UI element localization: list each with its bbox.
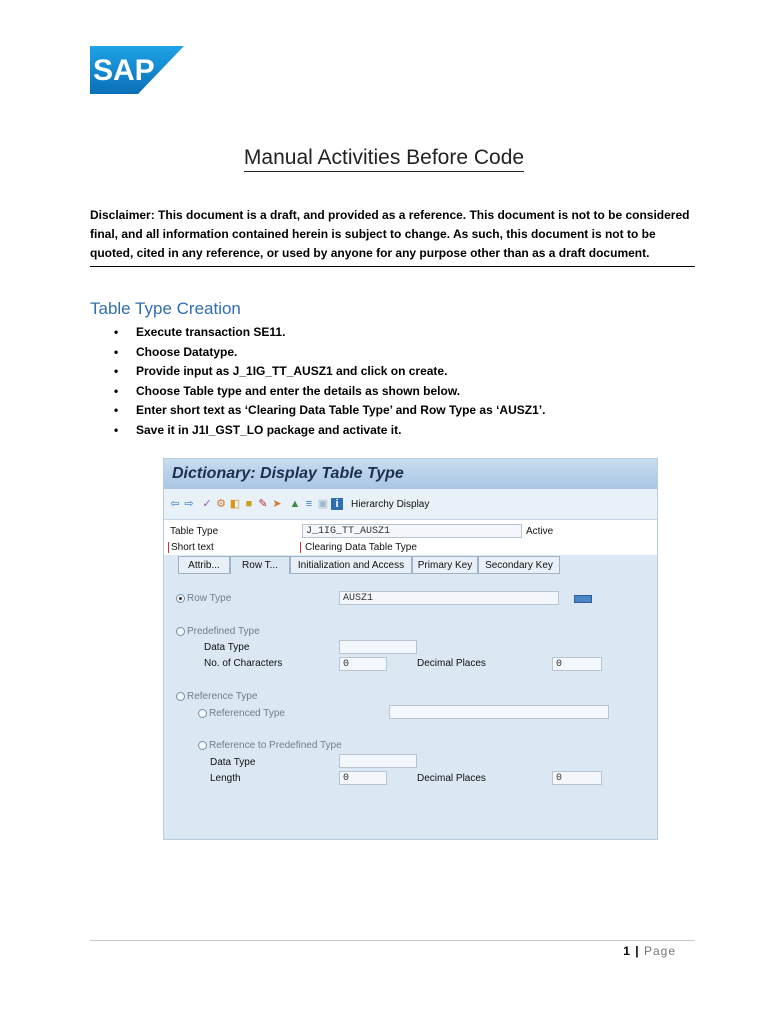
ref-predefined-radio[interactable] <box>198 741 207 750</box>
sap-tab-strip <box>164 555 657 575</box>
referenced-type-radio[interactable] <box>198 709 207 718</box>
sap-toolbar <box>164 489 657 520</box>
forward-icon[interactable]: ⇨ <box>184 498 194 510</box>
tab-attributes[interactable]: Attrib... <box>178 556 230 574</box>
list-item: • Choose Table type and enter the details as shown below. <box>114 382 545 402</box>
section-heading: Table Type Creation <box>90 299 241 318</box>
decimal-places2-label: Decimal Places <box>417 773 486 784</box>
num-chars-field[interactable]: 0 <box>339 657 387 671</box>
reference-type-radio[interactable] <box>176 692 185 701</box>
length-label: Length <box>210 773 241 784</box>
step-list <box>114 323 545 440</box>
activate-icon[interactable]: ✎ <box>258 498 268 510</box>
hierarchy-display-button[interactable]: Hierarchy Display <box>351 498 430 510</box>
sap-logo <box>90 46 184 94</box>
tab-row-type[interactable]: Row T... <box>230 556 290 574</box>
decimal-places-label: Decimal Places <box>417 658 486 669</box>
where-used-icon[interactable]: ➤ <box>272 498 282 510</box>
num-chars-label: No. of Characters <box>204 658 283 669</box>
list-item: • Execute transaction SE11. <box>114 323 545 343</box>
row-type-panel <box>164 577 657 839</box>
data-type2-label: Data Type <box>210 757 256 768</box>
tab-secondary-key[interactable]: Secondary Key <box>478 556 560 574</box>
reference-type-label: Reference Type <box>187 691 258 702</box>
data-type-label: Data Type <box>204 642 250 653</box>
check-icon[interactable]: ■ <box>245 498 253 510</box>
ref-predefined-label: Reference to Predefined Type <box>209 740 342 751</box>
list-item: • Save it in J1I_GST_LO package and activate it. <box>114 421 545 441</box>
decimal-places-field[interactable]: 0 <box>552 657 602 671</box>
predefined-type-radio[interactable] <box>176 627 185 636</box>
row-type-label: Row Type <box>187 593 232 604</box>
sap-screenshot <box>163 458 658 840</box>
short-text-field[interactable]: Clearing Data Table Type <box>300 542 417 553</box>
value-help-icon[interactable] <box>574 595 592 603</box>
table-type-label: Table Type <box>170 526 219 537</box>
decimal-places2-field[interactable]: 0 <box>552 771 602 785</box>
svg-text:®: ® <box>146 87 152 94</box>
data-type-field[interactable] <box>339 640 417 654</box>
object-list-icon[interactable]: ▲ <box>289 498 301 510</box>
display-change-icon[interactable]: ⚙ <box>216 498 226 510</box>
back-icon[interactable]: ⇦ <box>170 498 180 510</box>
row-type-field[interactable]: AUSZ1 <box>339 591 559 605</box>
data-type2-field[interactable] <box>339 754 417 768</box>
referenced-type-label: Referenced Type <box>209 708 285 719</box>
info-icon[interactable]: i <box>331 498 343 510</box>
window-icon[interactable]: ▣ <box>317 498 329 510</box>
page-footer: 1 | Page <box>623 944 676 958</box>
predefined-type-label: Predefined Type <box>187 626 260 637</box>
tab-primary-key[interactable]: Primary Key <box>412 556 478 574</box>
page-number: 1 <box>623 944 631 958</box>
footer-divider <box>90 940 695 941</box>
table-type-field[interactable]: J_1IG_TT_AUSZ1 <box>302 524 522 538</box>
document-title: Manual Activities Before Code <box>0 146 768 170</box>
list-item: • Provide input as J_1IG_TT_AUSZ1 and click on create. <box>114 362 545 382</box>
length-field[interactable]: 0 <box>339 771 387 785</box>
disclaimer: Disclaimer: This document is a draft, and provided as a reference. This document is not to be considered final, and all information contained herein is subject to change. As such, this document is not to be quoted, cited in any reference, or used by anyone for any purpose other than as a draft document. <box>90 208 690 260</box>
referenced-type-field[interactable] <box>389 705 609 719</box>
edit-icon[interactable]: ✓ <box>202 498 212 510</box>
page-label: Page <box>643 944 676 958</box>
logo-text: SAP <box>93 54 155 87</box>
sap-window-title: Dictionary: Display Table Type <box>164 459 657 489</box>
short-text-label: Short text <box>168 542 214 553</box>
navigation-icon[interactable]: ≡ <box>305 498 313 510</box>
divider <box>90 266 695 267</box>
copy-icon[interactable]: ◧ <box>229 498 241 510</box>
tab-initialization-access[interactable]: Initialization and Access <box>290 556 412 574</box>
row-type-radio[interactable] <box>176 594 185 603</box>
list-item: • Choose Datatype. <box>114 343 545 363</box>
sap-header-fields <box>164 520 657 556</box>
status-label: Active <box>526 526 554 537</box>
list-item: • Enter short text as ‘Clearing Data Table Type’ and Row Type as ‘AUSZ1’. <box>114 401 545 421</box>
